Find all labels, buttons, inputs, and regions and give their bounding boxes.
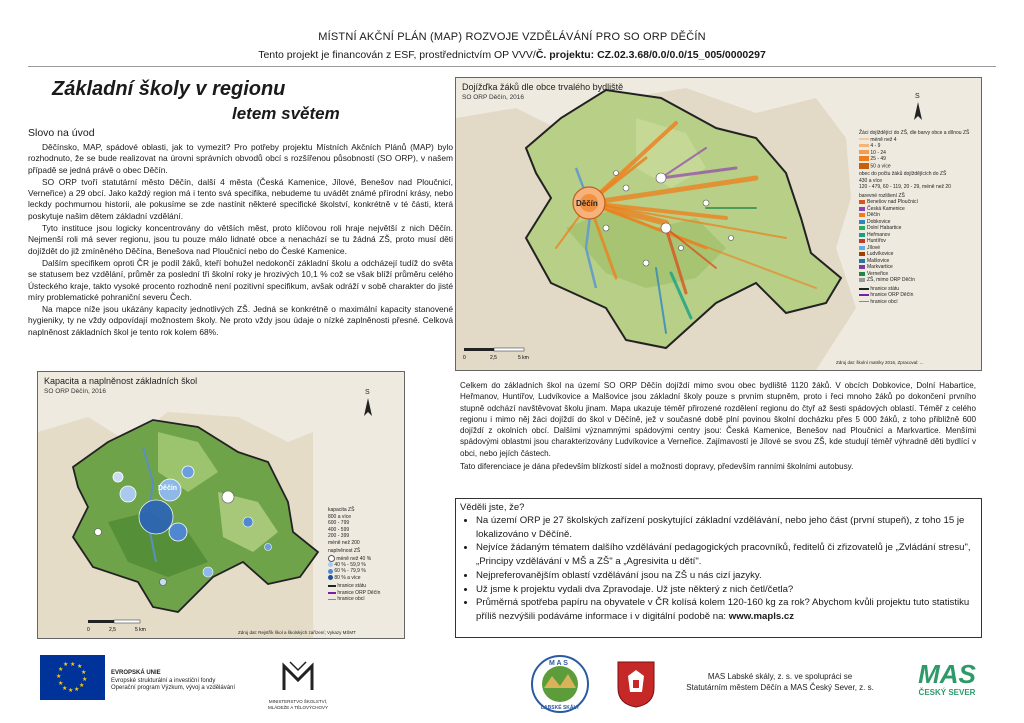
town-color-swatch <box>859 200 865 204</box>
commute-line-legend: hranice státu hranice ORP Děčín hranice obcí <box>859 286 977 306</box>
mas-labske-skaly-logo <box>530 654 590 714</box>
svg-text:S: S <box>915 93 920 100</box>
decin-coat-of-arms <box>616 660 656 708</box>
town-color-swatch <box>859 220 865 224</box>
svg-text:★: ★ <box>77 663 83 670</box>
svg-text:★: ★ <box>74 686 80 693</box>
svg-text:★: ★ <box>68 687 74 694</box>
article-paragraph: Na mapce níže jsou ukázány kapacity jednotlivých ZŠ. Jedná se konkrétně o maximální kapacity stanovené hygieniky, ty ne vždy odpovídají možnostem školy. Ne proto vždy jsou údaje o nízké zaplněnosti přesné. Celková naplněnost základních škol je tento rok kolem 68%. <box>28 304 453 337</box>
eu-flag-logo <box>40 655 105 700</box>
svg-text:★: ★ <box>70 661 76 668</box>
town-color-swatch <box>859 226 865 230</box>
did-you-know-box <box>455 498 982 638</box>
town-legend-item: Heřmanov <box>859 232 977 239</box>
msmt-name-2: MLÁDEŽE A TĚLOVÝCHOVY <box>268 704 328 710</box>
eu-stars-icon <box>40 655 105 700</box>
capacity-map-subtitle: SO ORP Děčín, 2016 <box>44 388 107 395</box>
commute-paragraph: Tato diferenciace je dána především blízkostí sídel a možnosti dopravy, především ranními školními autobusy. <box>460 462 854 472</box>
article-paragraph: SO ORP tvoří statutární město Děčín, další 4 města (Česká Kamenice, Jílové, Benešov nad Ploučnicí, Verneřice) a 29 obcí. Jako každý region má i tento svá specifika, nebudeme tu uvádět známé přírodní krásy, nebo leckdy pochmurnou historii, ale pokusíme se zde nastínit některé specifické školství, konkrétně v té části, která poskytuje našim dětem základní vzdělání. <box>28 176 453 221</box>
town-legend-item: Malšovice <box>859 258 977 265</box>
capacity-map-title: Kapacita a naplněnost základních škol <box>44 376 198 386</box>
mas-ls-emblem-icon <box>530 654 590 714</box>
town-legend-item: Benešov nad Ploučnicí <box>859 199 977 206</box>
header-funding-line <box>0 49 1024 61</box>
did-you-know-title: Věděli jste, že? <box>460 502 525 513</box>
town-legend-list <box>859 199 977 284</box>
coat-of-arms-icon <box>616 660 656 708</box>
svg-text:★: ★ <box>81 669 87 676</box>
svg-text:2,5: 2,5 <box>490 355 497 361</box>
svg-text:★: ★ <box>79 682 85 689</box>
website-link[interactable]: www.mapls.cz <box>728 610 795 622</box>
town-color-swatch <box>859 252 865 256</box>
svg-text:M A S: M A S <box>549 660 568 667</box>
commute-paragraph: Celkem do základních škol na území SO ORP Děčín dojíždí mimo svou obec bydliště 1120 žáků. V obcích Dobkovice, Dolní Habartice, Heřmanov, Huntířov, Ludvíkovice a Malšovice jsou základní školy pouze s prvním stupněm, proto i řeci mnoho žáků po dokončení prvního stupně odchází navštěvovat školu jinam. Mapa ukazuje téměř přirozené rozdělení regionu do čtyř až šesti spádových oblastí. Téměř z celého regionu i mimo něj žáci dojíždí do škol v Děčíně, jež v současné době plní povinou školní docházku přes 5 000 žáků, z toho přibližně 600 dojíždí z okolních obcí. Dalšími významnými spádovými centry jsou: Česká Kamenice, Benešov nad Ploučnicí a Markvartice. Menšími spádovými oblastmi jsou charakterizovány Ludvíkovice a Verneřice. Zajímavostí je Jílové se svou ZŠ, kde studují téměř výhradně děti bydlící v obci, nebo jejích částech. <box>460 381 976 458</box>
article-paragraph: Děčínsko, MAP, spádové oblasti, jak to vymezit? Pro potřeby projektu Místních Akčních Plánů (MAP) bylo rozhodnuto, že se bude realizovat na úrovni správních obvodů obcí s rozšířenou působností (SO ORP), v našem případě se jedná právě o obec Děčín. <box>28 142 453 175</box>
town-legend-item: Jílové <box>859 245 977 252</box>
header-divider <box>28 66 996 67</box>
town-legend-item: Dobkovice <box>859 219 977 226</box>
msmt-emblem-icon <box>262 660 334 694</box>
msmt-name-1: MINISTERSTVO ŠKOLSTVÍ, <box>268 699 328 704</box>
article-title: Základní školy v regionu <box>52 78 286 100</box>
capacity-map-credits: Zdroj dat: Rejstřík škol a školských zařízení; Vykazy MŠMT <box>238 630 356 635</box>
article-body <box>28 142 453 339</box>
town-legend-item: Ludvíkovice <box>859 251 977 258</box>
cs-logo-mark: MAS <box>918 659 976 689</box>
capacity-map <box>37 371 405 639</box>
mas-cooperation-text: MAS Labské skály, z. s. ve spolupráci se Statutárním městem Děčín a MAS Český Sever, z. s. <box>686 672 874 692</box>
svg-text:5 km: 5 km <box>135 627 146 633</box>
header-project-title: MÍSTNÍ AKČNÍ PLÁN (MAP) ROZVOJE VZDĚLÁVÁNÍ PRO SO ORP DĚČÍN <box>318 31 706 43</box>
svg-text:★: ★ <box>63 661 69 668</box>
town-legend-item: ZŠ, mimo ORP Děčín <box>859 277 977 284</box>
commute-map-legend: Žáci dojíždějící do ZŠ, dle barvy obce a dílnou ZŠ méně než 4 4 - 9 10 - 24 25 - 49 50 a více obec do počtu žáků dojíždějících do ZŠ 430 a více 120 - 479, 60 - 119, 20 - 29, méně než 20 barevné rozlišení ZŠ Benešov nad Ploučnicí Česká Kamenice Děčín Dobkovice Dolní Habartice Heřmanov Huntířov Jílové Ludvíkovice Malšovice Markvartice Verneřice ZŠ, mimo ORP Děčín hranice státu hranice ORP Děčín hranice obcí <box>859 130 977 305</box>
fact-item: • Nejpreferovanějším oblastí vzdělávání jsou na ZŠ u nás cizí jazyky. <box>476 569 976 583</box>
mas-cesky-sever-logo <box>912 660 982 710</box>
capacity-map-city-label: Děčín <box>158 485 178 492</box>
svg-text:5 km: 5 km <box>518 355 529 361</box>
town-color-swatch <box>859 278 865 282</box>
svg-text:★: ★ <box>62 685 68 692</box>
svg-text:★: ★ <box>56 673 62 680</box>
svg-text:★: ★ <box>58 680 64 687</box>
town-legend-item: Česká Kamenice <box>859 206 977 213</box>
commute-description <box>460 380 976 474</box>
funding-text: Tento projekt je financován z ESF, prostřednictvím OP VVV/ <box>258 49 536 61</box>
fact-item: • Na území ORP je 27 školských zařízení poskytující základní vzdělávání, nebo jeho část (první stupeň), z toho 15 je lokalizováno v Děčíně. <box>476 514 976 541</box>
town-legend-item: Markvartice <box>859 264 977 271</box>
eu-text: EVROPSKÁ UNIE Evropské strukturální a investiční fondy Operační program Výzkum, vývoj a vzdělávání <box>111 670 236 691</box>
facts-list <box>460 514 976 624</box>
svg-text:★: ★ <box>58 666 64 673</box>
svg-text:★: ★ <box>82 676 88 683</box>
town-color-swatch <box>859 233 865 237</box>
commute-map-city-label: Děčín <box>576 199 598 208</box>
town-legend-item: Huntířov <box>859 238 977 245</box>
svg-text:0: 0 <box>87 627 90 633</box>
town-color-swatch <box>859 272 865 276</box>
article-paragraph: Dalším specifikem oproti ČR je podíl žáků, kteří bohužel nedokončí základní školu a odcházejí tudíž do světa se statusem bez vzdělání, průměr za poslední tři školní roky je hrozivých 10,1 % což se však blíží průměru celého Ústeckého kraje, takto vysoké procento rozhodně není pozitivní specifikum, avšak odráží v sobě charakter do jisté míry problematické pohraniční severu Čech. <box>28 257 453 302</box>
town-legend-item: Dolní Habartice <box>859 225 977 232</box>
fact-item: • Nejvíce žádaným tématem dalšího vzdělávání pedagogických pracovníků, ředitelů či zřizovatelů je „Zvládání stresu", „Principy vzdělávání v MŠ a ZŠ" a „Agresivita u dětí". <box>476 541 976 568</box>
town-color-swatch <box>859 213 865 217</box>
svg-text:2,5: 2,5 <box>109 627 116 633</box>
town-legend-item: Verneřice <box>859 271 977 278</box>
town-legend-item: Děčín <box>859 212 977 219</box>
town-color-swatch <box>859 265 865 269</box>
capacity-map-legend: kapacita ZŠ 800 a více 600 - 799 400 - 599 200 - 399 méně než 200 naplněnost ZŠ méně než 40 % 40 % - 59,9 % 60 % - 79,9 % 80 % a více hranice státu hranice ORP Děčín hranice obcí <box>328 507 381 603</box>
commute-map-subtitle: SO ORP Děčín, 2016 <box>462 94 525 101</box>
article-subtitle: letem světem <box>232 104 340 123</box>
town-color-swatch <box>859 259 865 263</box>
msmt-logo <box>262 660 334 710</box>
cs-logo-sub: ČESKÝ SEVER <box>918 688 976 697</box>
svg-text:S: S <box>365 389 370 396</box>
commute-map <box>455 77 982 371</box>
svg-text:LABSKÉ SKÁLY: LABSKÉ SKÁLY <box>541 705 580 711</box>
fact-item: • Už jsme k projektu vydali dva Zpravodaje. Už jste některý z nich četl/četla? <box>476 583 976 597</box>
town-color-swatch <box>859 207 865 211</box>
project-number: Č. projektu: CZ.02.3.68/0.0/0.0/15_005/0000297 <box>535 49 766 61</box>
intro-heading: Slovo na úvod <box>28 127 95 139</box>
svg-text:0: 0 <box>463 355 466 361</box>
fact-item: • Průměrná spotřeba papíru na obyvatele v ČR kolísá kolem 120-160 kg za rok? Abychom kvůli projektu tuto statistiku příliš nezvýšili podáváme informace i v digitální podobě na: www.mapls.cz <box>476 596 976 623</box>
commute-map-credits: Zdroj dat: školní matriky 2016, Zpracoval: ... <box>836 360 924 365</box>
town-color-swatch <box>859 246 865 250</box>
article-paragraph: Tyto instituce jsou logicky koncentrovány do větších měst, proto klíčovou roli hraje největší z nich Děčín. Nejmenší roli má sever regionu, jsou tu pouze málo lidnaté obce a nenachází se tu žádná ZŠ, proto musí děti dojíždět do již zmíněného Děčína, Benešova nad Ploučnicí nebo do České Kamenice. <box>28 223 453 256</box>
commute-map-title: Dojížďka žáků dle obce trvalého bydliště <box>462 82 624 92</box>
town-color-swatch <box>859 239 865 243</box>
